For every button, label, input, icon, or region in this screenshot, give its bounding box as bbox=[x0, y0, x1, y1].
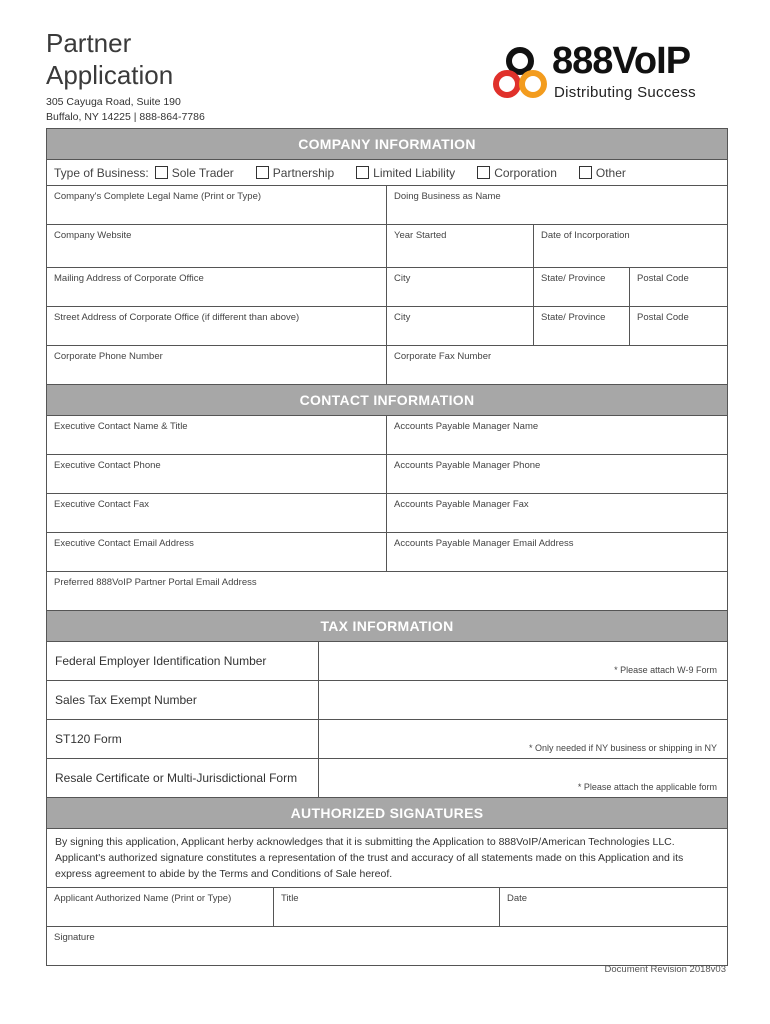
sales-tax-label: Sales Tax Exempt Number bbox=[55, 693, 197, 707]
type-of-business-label: Type of Business: bbox=[54, 165, 149, 180]
checkbox-box[interactable] bbox=[579, 166, 592, 179]
st120-note: * Only needed if NY business or shipping in NY bbox=[529, 743, 717, 753]
form-row bbox=[47, 887, 727, 926]
application-form bbox=[46, 128, 728, 966]
ap-email-field[interactable]: Accounts Payable Manager Email Address bbox=[386, 533, 725, 571]
title-field[interactable]: Title bbox=[273, 888, 499, 926]
state-field-2[interactable]: State/ Province bbox=[533, 307, 629, 345]
form-row bbox=[47, 758, 727, 797]
resale-note: * Please attach the applicable form bbox=[577, 782, 717, 792]
checkbox-box[interactable] bbox=[477, 166, 490, 179]
postal-code-field-2[interactable]: Postal Code bbox=[629, 307, 725, 345]
tax-section-header: TAX INFORMATION bbox=[47, 610, 727, 641]
form-row bbox=[47, 571, 727, 610]
dba-field[interactable]: Doing Business as Name bbox=[386, 186, 725, 224]
page-title-line1: Partner bbox=[46, 28, 132, 58]
checkbox-box[interactable] bbox=[256, 166, 269, 179]
city-field-2[interactable]: City bbox=[386, 307, 533, 345]
form-row bbox=[47, 306, 727, 345]
legal-name-field[interactable]: Company's Complete Legal Name (Print or Type) bbox=[54, 191, 262, 202]
checkbox-sole-trader[interactable] bbox=[155, 166, 234, 180]
signatures-section-header: AUTHORIZED SIGNATURES bbox=[47, 797, 727, 828]
form-row bbox=[47, 493, 727, 532]
city-field[interactable]: City bbox=[386, 268, 533, 306]
ap-phone-field[interactable]: Accounts Payable Manager Phone bbox=[386, 455, 725, 493]
form-row bbox=[47, 224, 727, 267]
form-row bbox=[47, 719, 727, 758]
address-line1: 305 Cayuga Road, Suite 190 bbox=[46, 96, 181, 108]
corporate-phone-field[interactable]: Corporate Phone Number bbox=[54, 351, 163, 362]
checkbox-label: Limited Liability bbox=[373, 165, 456, 180]
date-field[interactable]: Date bbox=[499, 888, 725, 926]
checkbox-label: Sole Trader bbox=[171, 165, 234, 180]
checkbox-label: Corporation bbox=[494, 165, 557, 180]
incorporation-date-field[interactable]: Date of Incorporation bbox=[533, 225, 725, 267]
checkbox-box[interactable] bbox=[155, 166, 168, 179]
mailing-address-field[interactable]: Mailing Address of Corporate Office bbox=[54, 273, 204, 284]
form-row bbox=[47, 185, 727, 224]
form-row bbox=[47, 415, 727, 454]
checkbox-label: Other bbox=[595, 165, 626, 180]
st120-label: ST120 Form bbox=[55, 732, 122, 746]
exec-fax-field[interactable]: Executive Contact Fax bbox=[54, 499, 150, 510]
resale-label: Resale Certificate or Multi-Jurisdictional Form bbox=[55, 771, 298, 785]
form-row bbox=[47, 532, 727, 571]
form-row bbox=[47, 267, 727, 306]
resale-field[interactable] bbox=[318, 759, 725, 797]
fein-label: Federal Employer Identification Number bbox=[55, 654, 267, 668]
sales-tax-field[interactable] bbox=[318, 681, 725, 719]
applicant-name-field[interactable]: Applicant Authorized Name (Print or Type) bbox=[54, 893, 232, 904]
form-row bbox=[47, 680, 727, 719]
postal-code-field[interactable]: Postal Code bbox=[629, 268, 725, 306]
form-row bbox=[47, 345, 727, 384]
document-revision: Document Revision 2018v03 bbox=[604, 964, 726, 975]
form-row bbox=[47, 926, 727, 965]
portal-email-field[interactable]: Preferred 888VoIP Partner Portal Email Address bbox=[54, 577, 257, 588]
checkbox-other[interactable] bbox=[579, 166, 626, 180]
checkbox-limited-liability[interactable] bbox=[356, 166, 455, 180]
year-started-field[interactable]: Year Started bbox=[386, 225, 533, 267]
logo-wordmark: 888VoIP bbox=[552, 40, 691, 82]
st120-field[interactable] bbox=[318, 720, 725, 758]
exec-name-field[interactable]: Executive Contact Name & Title bbox=[54, 421, 188, 432]
checkbox-box[interactable] bbox=[356, 166, 369, 179]
form-row bbox=[47, 641, 727, 680]
888voip-logo bbox=[490, 44, 550, 104]
website-field[interactable]: Company Website bbox=[54, 230, 132, 241]
checkbox-label: Partnership bbox=[272, 165, 335, 180]
ap-name-field[interactable]: Accounts Payable Manager Name bbox=[386, 416, 725, 454]
street-address-field[interactable]: Street Address of Corporate Office (if different than above) bbox=[54, 312, 300, 323]
ap-fax-field[interactable]: Accounts Payable Manager Fax bbox=[386, 494, 725, 532]
checkbox-corporation[interactable] bbox=[477, 166, 557, 180]
exec-email-field[interactable]: Executive Contact Email Address bbox=[54, 538, 194, 549]
checkbox-partnership[interactable] bbox=[256, 166, 334, 180]
type-of-business-row bbox=[47, 159, 727, 185]
fein-note: * Please attach W-9 Form bbox=[614, 665, 717, 675]
signature-statement: By signing this application, Applicant herby acknowledges that it is submitting the Application to 888VoIP/American Technologies LLC. Applicant's authorized signature constitutes a representation of the trust and accuracy of all statements made on this Application and its express agreement to abide by the Terms and Conditions of Sale hereof. bbox=[47, 828, 727, 887]
form-row bbox=[47, 454, 727, 493]
address-line2: Buffalo, NY 14225 | 888-864-7786 bbox=[46, 111, 205, 123]
signature-field[interactable]: Signature bbox=[54, 932, 95, 943]
logo-tagline: Distributing Success bbox=[554, 84, 696, 101]
company-section-header: COMPANY INFORMATION bbox=[47, 128, 727, 159]
exec-phone-field[interactable]: Executive Contact Phone bbox=[54, 460, 161, 471]
page-title-line2: Application bbox=[46, 60, 174, 90]
contact-section-header: CONTACT INFORMATION bbox=[47, 384, 727, 415]
state-field[interactable]: State/ Province bbox=[533, 268, 629, 306]
fein-field[interactable] bbox=[318, 642, 725, 680]
corporate-fax-field[interactable]: Corporate Fax Number bbox=[386, 346, 725, 384]
